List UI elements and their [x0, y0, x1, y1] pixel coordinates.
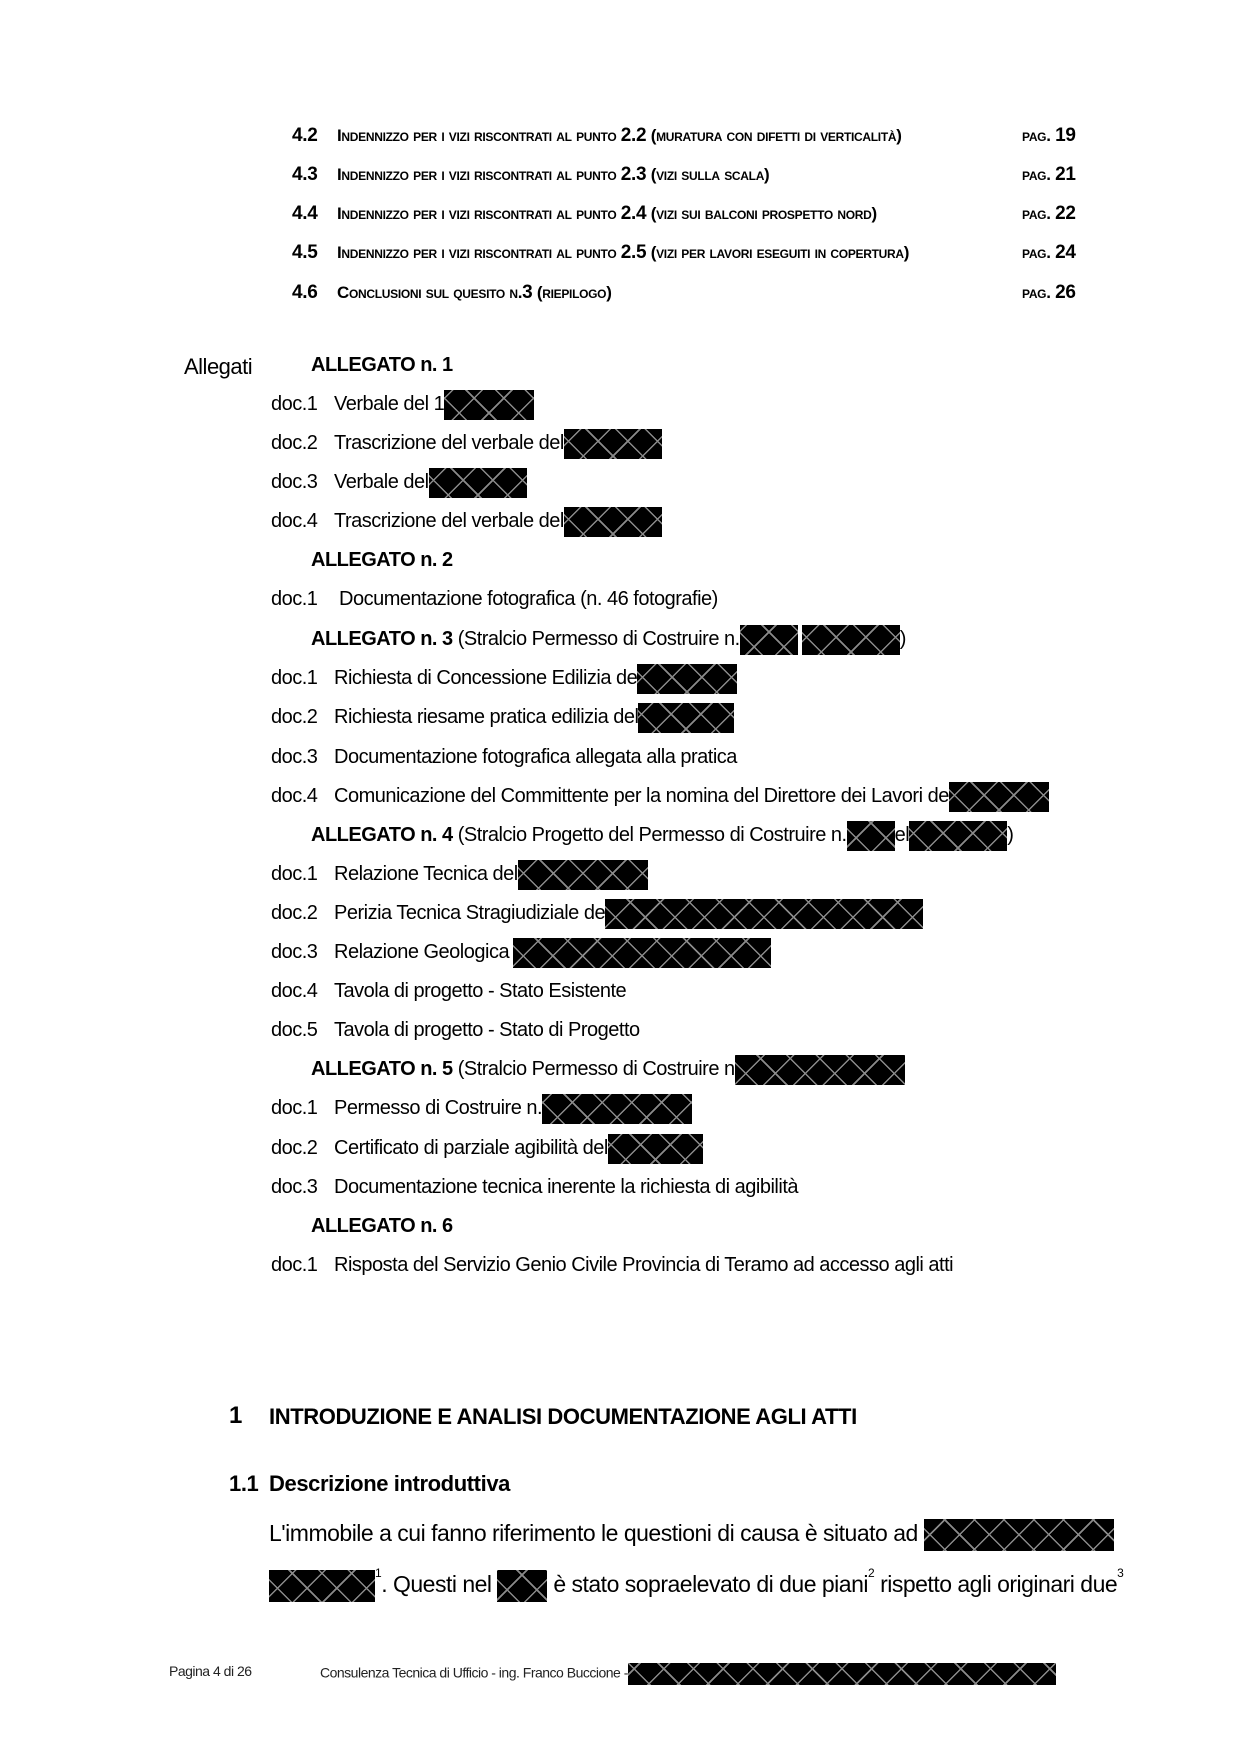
- redaction: [518, 860, 648, 890]
- redaction: [605, 899, 923, 929]
- redaction: [637, 664, 737, 694]
- redaction: [444, 390, 534, 420]
- footnote-ref[interactable]: 2: [868, 1566, 875, 1580]
- doc-text: Permesso di Costruire n.: [334, 1093, 692, 1124]
- footnote-ref[interactable]: 3: [1117, 1566, 1124, 1580]
- toc-page: pag. 24: [1022, 242, 1076, 263]
- toc-page: pag. 21: [1022, 164, 1076, 185]
- doc-text: Richiesta di Concessione Edilizia de: [334, 663, 737, 694]
- redaction: [628, 1663, 1056, 1685]
- doc-label: doc.4: [271, 785, 318, 807]
- doc-label: doc.4: [271, 980, 318, 1002]
- redaction: [735, 1055, 905, 1085]
- doc-label: doc.3: [271, 746, 318, 768]
- redaction: [564, 507, 662, 537]
- toc-title: Indennizzo per i vizi riscontrati al punto 2.2 (muratura con difetti di verticalità): [337, 125, 902, 146]
- toc-number: 4.4: [292, 203, 318, 224]
- toc-row: [292, 242, 1092, 270]
- paragraph-line: $^1$. Questi nel è stato sopraelevato di due piani$^2$ rispetto agli originari due$^3$: [269, 1570, 1123, 1602]
- toc-title: Indennizzo per i vizi riscontrati al punto 2.5 (vizi per lavori eseguiti in copertura): [337, 242, 910, 263]
- doc-text: Relazione Tecnica del: [334, 859, 648, 890]
- attachment-heading: ALLEGATO n. 5 (Stralcio Permesso di Costruire n: [311, 1054, 905, 1084]
- doc-text: Documentazione fotografica allegata alla pratica: [334, 746, 737, 768]
- toc-row: [292, 125, 1092, 153]
- toc-title: Indennizzo per i vizi riscontrati al punto 2.4 (vizi sui balconi prospetto nord): [337, 203, 877, 224]
- doc-text: Certificato di parziale agibilità del: [334, 1133, 703, 1164]
- footnote-ref[interactable]: 1: [375, 1566, 382, 1580]
- doc-text: Relazione Geologica: [334, 937, 771, 968]
- doc-label: doc.2: [271, 902, 318, 924]
- doc-text: Comunicazione del Committente per la nomina del Direttore dei Lavori de: [334, 781, 1049, 812]
- doc-label: doc.3: [271, 471, 318, 493]
- redaction: [740, 625, 798, 655]
- doc-text: Trascrizione del verbale del: [334, 428, 662, 459]
- redaction: [949, 782, 1049, 812]
- redaction: [429, 468, 527, 498]
- doc-label: doc.2: [271, 432, 318, 454]
- doc-label: doc.1: [271, 393, 318, 415]
- doc-text: Richiesta riesame pratica edilizia del: [334, 702, 734, 733]
- redaction: [542, 1094, 692, 1124]
- subsection-title: Descrizione introduttiva: [269, 1471, 510, 1496]
- doc-text: Verbale del: [334, 467, 527, 498]
- toc-row: [292, 164, 1092, 192]
- redaction: [269, 1570, 375, 1602]
- section-title: INTRODUZIONE E ANALISI DOCUMENTAZIONE AGLI ATTI: [269, 1404, 857, 1429]
- toc-page: pag. 22: [1022, 203, 1076, 224]
- doc-label: doc.2: [271, 706, 318, 728]
- redaction: [909, 821, 1007, 851]
- footer-page-number: Pagina 4 di 26: [169, 1663, 252, 1679]
- allegati-heading: Allegati: [184, 354, 253, 379]
- toc-number: 4.5: [292, 242, 318, 263]
- doc-label: doc.1: [271, 588, 318, 610]
- toc-page: pag. 19: [1022, 125, 1076, 146]
- doc-label: doc.3: [271, 941, 318, 963]
- toc-number: 4.6: [292, 282, 318, 303]
- doc-text: Risposta del Servizio Genio Civile Provincia di Teramo ad accesso agli atti: [334, 1254, 954, 1276]
- toc-title: Conclusioni sul quesito n.3 (riepilogo): [337, 282, 612, 303]
- doc-label: doc.2: [271, 1137, 318, 1159]
- attachment-heading: ALLEGATO n. 3 (Stralcio Permesso di Costruire n. ): [311, 624, 906, 654]
- toc-title: Indennizzo per i vizi riscontrati al punto 2.3 (vizi sulla scala): [337, 164, 770, 185]
- doc-label: doc.1: [271, 1097, 318, 1119]
- subsection-number: 1.1: [229, 1471, 259, 1496]
- redaction: [924, 1519, 1114, 1551]
- doc-text: Perizia Tecnica Stragiudiziale de: [334, 898, 923, 929]
- doc-label: doc.1: [271, 863, 318, 885]
- toc-row: [292, 203, 1092, 231]
- toc-row: [292, 282, 1092, 310]
- doc-text: Tavola di progetto - Stato Esistente: [334, 980, 627, 1002]
- doc-text: Tavola di progetto - Stato di Progetto: [334, 1019, 640, 1041]
- attachment-heading: ALLEGATO n. 6: [311, 1215, 453, 1237]
- footer-text: Consulenza Tecnica di Ufficio - ing. Franco Buccione -: [320, 1663, 1056, 1685]
- doc-text: Documentazione fotografica (n. 46 fotografie): [339, 588, 718, 610]
- redaction: [497, 1570, 547, 1602]
- redaction: [847, 821, 895, 851]
- redaction: [608, 1134, 703, 1164]
- redaction: [564, 429, 662, 459]
- toc-number: 4.3: [292, 164, 318, 185]
- section-number: 1: [229, 1402, 242, 1429]
- doc-label: doc.5: [271, 1019, 318, 1041]
- redaction: [638, 703, 734, 733]
- redaction: [802, 625, 900, 655]
- doc-text: Documentazione tecnica inerente la richiesta di agibilità: [334, 1176, 798, 1198]
- redaction: [513, 938, 771, 968]
- attachment-heading: ALLEGATO n. 2: [311, 549, 453, 571]
- attachment-heading: ALLEGATO n. 1: [311, 354, 453, 376]
- attachment-heading: ALLEGATO n. 4 (Stralcio Progetto del Permesso di Costruire n. el ): [311, 820, 1013, 850]
- toc-number: 4.2: [292, 125, 318, 146]
- doc-label: doc.4: [271, 510, 318, 532]
- doc-label: doc.1: [271, 1254, 318, 1276]
- doc-label: doc.3: [271, 1176, 318, 1198]
- toc-page: pag. 26: [1022, 282, 1076, 303]
- doc-label: doc.1: [271, 667, 318, 689]
- doc-text: Trascrizione del verbale del: [334, 506, 662, 537]
- doc-text: Verbale del 1: [334, 389, 534, 420]
- paragraph-line: L'immobile a cui fanno riferimento le questioni di causa è situato ad: [269, 1519, 1114, 1551]
